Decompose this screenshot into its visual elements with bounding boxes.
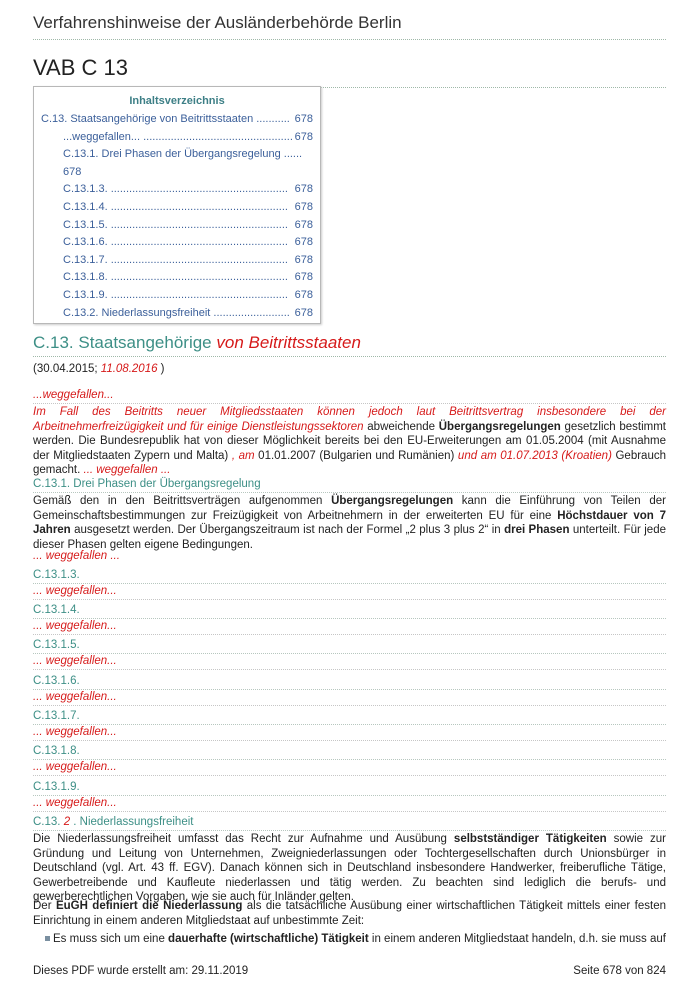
removed-notice: ... weggefallen... — [33, 655, 666, 670]
bold-text: dauerhafte (wirtschaftliche) Tätigkeit — [168, 933, 369, 945]
toc-entry-dots: ......................... — [210, 306, 290, 319]
toc-entry-label: C.13.1. Drei Phasen der Übergangsregelung — [63, 148, 281, 161]
amended-text: Im Fall des Beitritts neuer Mitgliedsstaaten können jedoch laut Beitrittsvertrag insbesondere bei der Arbeitnehmerfreizügigkeit und für einige Dienstleistungssektoren — [33, 406, 666, 433]
toc-entry-label: C.13.1.5. — [63, 218, 108, 231]
toc-entry[interactable] — [34, 252, 320, 270]
subsection-heading: C.13.1.6. — [33, 675, 666, 690]
text: als die tatsächliche Ausübung einer wirtschaftlichen Tätigkeit mittels einer festen Einrichtung in einem anderen Mitgliedstaat auf unbestimmte Zeit: — [33, 900, 667, 927]
section-dates — [33, 363, 165, 375]
toc-entry-label: ...weggefallen... — [63, 130, 141, 143]
footer-created-date: Dieses PDF wurde erstellt am: 29.11.2019 — [33, 965, 249, 977]
heading-text: C.13. — [33, 816, 64, 828]
amended-text: ... weggefallen ... — [80, 464, 171, 476]
toc-entry[interactable] — [34, 287, 320, 305]
toc-entry-label: C.13.1.3. — [63, 183, 108, 196]
text: gesetzlich bestimmt werden. Die Bundesrepublik hat von dieser Möglichkeit bereits bei den EU-Erweiterungen am 01.05.2004 (mit Ausnahme der Mitgliedstaaten Zypern und Malta) — [33, 420, 666, 462]
bold-text: EuGH definiert die Niederlassung — [55, 900, 243, 912]
text: Es muss sich um eine — [53, 933, 169, 945]
text: 01.01.2007 (Bulgarien und Rumänien) — [254, 449, 455, 462]
subsection-heading: C.13.1.9. — [33, 781, 666, 796]
removed-notice: ... weggefallen ... — [33, 550, 120, 562]
toc-entry-label: C.13.1.8. — [63, 271, 108, 284]
section-paragraph — [33, 405, 666, 478]
toc-entry-dots: .......................................................... — [107, 236, 288, 249]
toc-entry-label: C.13.1.4. — [63, 200, 108, 213]
subsection-heading: C.13.1.7. — [33, 710, 666, 725]
toc-entry-label: C.13.1.7. — [63, 253, 108, 266]
toc-entry-page: 678 — [294, 183, 313, 196]
toc-entry[interactable] — [34, 217, 320, 235]
text: kann die Einführung von Teilen der Gemeinschaftsbestimmungen zur Freizügigkeit von Arbeitnehmern in der erweiterten EU für eine — [33, 495, 666, 522]
running-header: Verfahrenshinweise der Ausländerbehörde Berlin — [33, 13, 666, 40]
toc-entry-label: C.13. Staatsangehörige von Beitrittsstaaten — [41, 113, 254, 125]
toc-heading: Inhaltsverzeichnis — [129, 95, 225, 107]
text: Gemäß den in den Beitrittsverträgen aufgenommen — [33, 495, 332, 507]
toc-entry[interactable] — [34, 129, 320, 147]
bold-text: selbstständiger Tätigkeiten — [453, 833, 607, 845]
removed-notice: ... weggefallen... — [33, 691, 666, 706]
document-title: VAB C 13 — [33, 55, 666, 88]
toc-entry-label: C.13.1.9. — [63, 288, 108, 301]
toc-entry-page: 678 — [294, 306, 313, 319]
toc-entry-page: 678 — [294, 253, 313, 266]
bold-text: Übergangsregelungen — [331, 495, 454, 507]
toc-entry[interactable] — [34, 269, 320, 287]
toc-entry-label: C.13.2. Niederlassungsfreiheit — [63, 306, 211, 319]
subsection-heading: C.13.1.3. — [33, 569, 666, 584]
section-heading — [33, 333, 666, 357]
toc-entry-page: 678 — [294, 271, 313, 284]
toc-entry[interactable] — [34, 305, 320, 323]
text: abweichende — [363, 420, 439, 433]
toc-entry-dots: .......................................................... — [107, 288, 288, 301]
subsection-heading: C.13.1.4. — [33, 604, 666, 619]
toc-entry-dots: ................................................. — [140, 130, 293, 143]
subsection-paragraph — [33, 899, 666, 928]
date-open: (30.04.2015; — [33, 363, 101, 375]
footer-page-number: Seite 678 von 824 — [573, 965, 666, 977]
toc-entry[interactable] — [34, 146, 320, 181]
toc-entry-page: 678 — [294, 288, 313, 301]
removed-notice: ... weggefallen... — [33, 585, 666, 600]
toc-entry[interactable] — [34, 111, 320, 129]
removed-notice: ... weggefallen... — [33, 726, 666, 741]
subsection-heading: C.13.1. Drei Phasen der Übergangsregelung — [33, 478, 666, 493]
toc-entry-page: 678 — [294, 218, 313, 231]
bold-text: drei Phasen — [504, 524, 570, 536]
section-heading-text: C.13. Staatsangehörige — [33, 333, 217, 352]
list-item — [45, 932, 666, 947]
toc-entry-dots: .......................................................... — [107, 218, 288, 231]
bold-text: Höchstdauer von 7 Jahren — [33, 509, 666, 536]
toc-entry[interactable] — [34, 234, 320, 252]
removed-notice: ...weggefallen... — [33, 389, 666, 404]
bold-text: Übergangsregelungen — [438, 420, 561, 433]
subsection-heading — [33, 816, 666, 831]
bullet-icon — [45, 936, 50, 941]
removed-notice: ... weggefallen... — [33, 620, 666, 635]
heading-text: . Niederlassungsfreiheit — [70, 816, 194, 828]
page-footer — [33, 965, 666, 977]
text: ausgesetzt werden. Der Übergangszeitraum ist nach der Formel „2 plus 3 plus 2“ in — [70, 524, 505, 536]
toc-entry-page: 678 — [63, 165, 82, 178]
subsection-heading: C.13.1.8. — [33, 745, 666, 760]
amended-text: 2 — [63, 816, 71, 828]
toc-entry-page: 678 — [294, 130, 313, 143]
toc-entry-dots: .......................................................... — [107, 271, 288, 284]
removed-notice: ... weggefallen... — [33, 797, 666, 812]
date-amended: 11.08.2016 — [100, 363, 158, 375]
text: Die Niederlassungsfreiheit umfasst das Recht zur Aufnahme und Ausübung — [33, 833, 454, 845]
subsection-paragraph — [33, 494, 666, 552]
text: in einem anderen Mitgliedstaat handeln, d.h. sie muss auf — [368, 933, 666, 945]
toc-entry-dots: ...... — [280, 148, 303, 161]
toc-entry-dots: .......................................................... — [107, 183, 288, 196]
subsection-paragraph — [33, 832, 666, 905]
removed-notice: ... weggefallen... — [33, 761, 666, 776]
section-heading-amended-text: von Beitrittsstaaten — [216, 333, 361, 352]
amended-text: , am — [228, 449, 255, 462]
table-of-contents — [33, 86, 321, 324]
date-close: ) — [157, 363, 165, 375]
text: sowie zur Gründung und Leitung von Unternehmen, Zweigniederlassungen oder Tochtergesellschaften durch Unionsbürger in Deutschland (vgl. Art. 43 ff. EGV). Danach können sich in Deutschland insbesondere Handwerker, freiberufliche Tätige, Gewerbetreibende und Kaufleute niederlassen und tätig werden. Zu beachten sind lediglich die berufs- und gewerberechtlichen Vorgaben, wie sie auch für Inländer gelten. — [33, 833, 666, 903]
text: Der — [33, 900, 56, 912]
toc-entry[interactable] — [34, 199, 320, 217]
toc-entry-dots: .......................................................... — [107, 200, 288, 213]
subsection-heading: C.13.1.5. — [33, 639, 666, 654]
text: unterteilt. Für jede dieser Phasen gelten eigene Bedingungen. — [33, 524, 666, 551]
amended-text: und am 01.07.2013 (Kroatien) — [454, 449, 612, 462]
toc-entry-page: 678 — [294, 236, 313, 249]
toc-entry-page: 678 — [294, 113, 313, 125]
toc-entry[interactable] — [34, 181, 320, 199]
text: Gebrauch gemacht. — [33, 449, 666, 476]
toc-entry-page: 678 — [294, 200, 313, 213]
toc-entry-dots: ........... — [253, 113, 290, 125]
toc-entry-dots: .......................................................... — [107, 253, 288, 266]
toc-entry-label: C.13.1.6. — [63, 236, 108, 249]
